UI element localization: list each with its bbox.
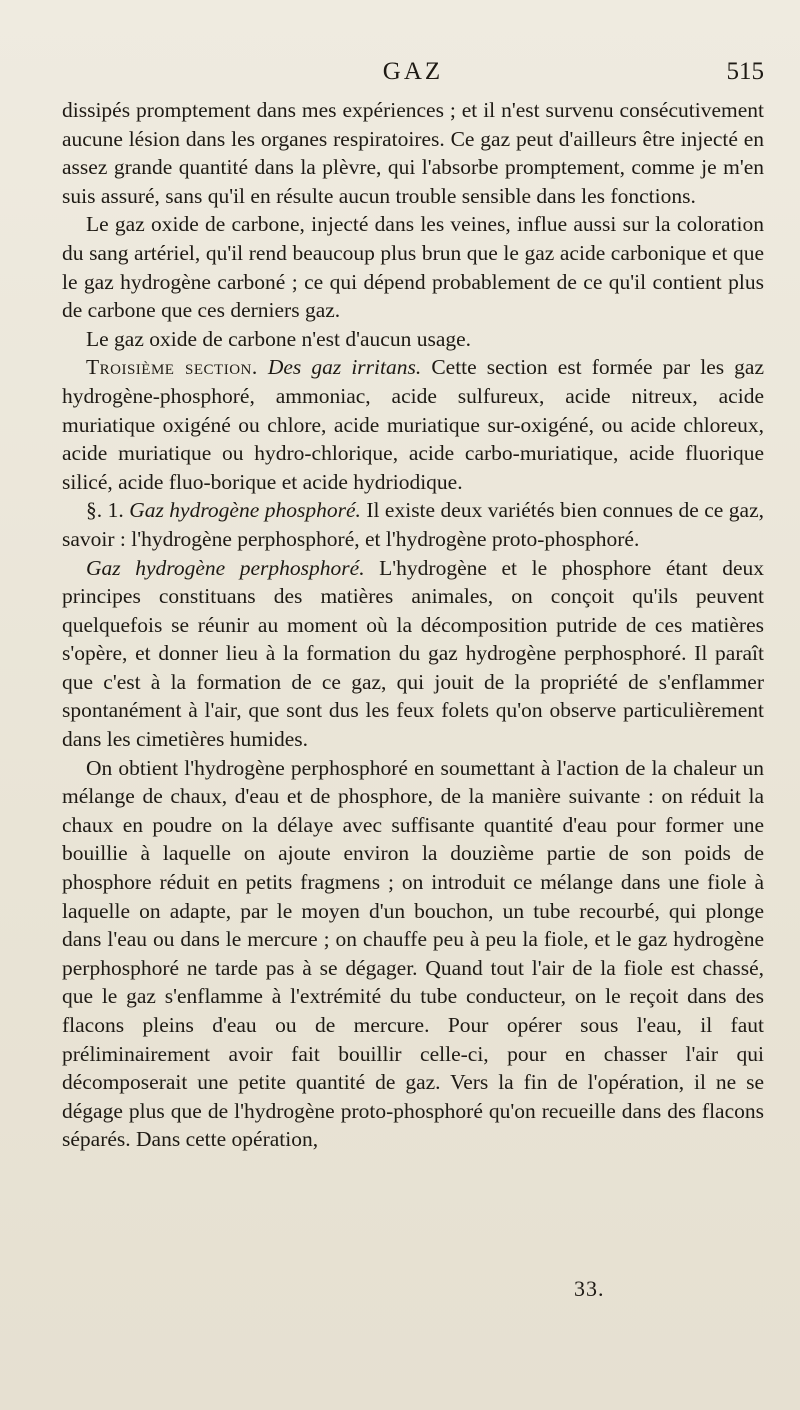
paragraph-perphosphore	[62, 554, 764, 754]
body-text	[62, 96, 764, 1154]
subsection-label: §. 1.	[86, 498, 124, 523]
subsection-title: Gaz hydrogène perphosphoré.	[86, 555, 365, 580]
paragraph-preparation	[62, 754, 764, 1154]
subsection-title: Gaz hydrogène phosphoré.	[129, 498, 361, 523]
paragraph-third-section	[62, 353, 764, 496]
running-head: GAZ	[382, 58, 444, 85]
paragraph-carbon-oxide	[62, 210, 764, 324]
paragraph-text: On obtient l'hydrogène perphosphoré en soumettant à l'action de la chaleur un mélange de chaux, d'eau et de phosphore, de la manière suivante : on réduit la chaux en poudre on la délaye avec suffisante quantité d'eau pour former une bouillie à laquelle on ajoute environ la douzième partie de son poids de phosphore réduit en petits fragmens ; on introduit ce mélange dans une fiole à laquelle on adapte, par le moyen d'un bouchon, un tube recourbé, qui plonge dans l'eau ou dans le mercure ; on chauffe peu à peu la fiole, et le gaz hydrogène perphosphoré ne tarde pas à se dégager. Quand tout l'air de la fiole est chassé, que le gaz s'enflamme à l'extrémité du tube conducteur, on le reçoit dans des flacons pleins d'eau ou de mercure. Pour opérer sous l'eau, il faut préliminairement avoir fait bouillir celle-ci, pour en chasser l'air qui décomposerait une petite quantité de gaz. Vers la fin de l'opération, il ne se dégage plus que de l'hydrogène proto-phosphoré qu'on recueille dans des flacons séparés. Dans cette opération,	[62, 755, 764, 1152]
page-number: 515	[726, 58, 764, 85]
paragraph-hydrogen-phosphore	[62, 496, 764, 553]
section-label: Troisième section.	[86, 355, 258, 380]
paragraph-text: Le gaz oxide de carbone, injecté dans les veines, influe aussi sur la coloration du sang artériel, qu'il rend beaucoup plus brun que le gaz acide carbonique et que le gaz hydrogène carboné ; ce qui dépend probablement de ce qu'il contient plus de carbone que ces derniers gaz.	[62, 212, 764, 323]
paragraph-text: Cette section est formée par les gaz hydrogène-phosphoré, ammoniac, acide sulfureux, acide nitreux, acide muriatique oxigéné ou chlore, acide muriatique sur-oxigéné, ou acide chloreux, acide muriatique ou hydro-chlorique, acide carbo-muriatique, acide fluorique silicé, acide fluo-borique et acide hydriodique.	[62, 355, 765, 494]
section-title: Des gaz irritans.	[267, 355, 422, 380]
paragraph-text: dissipés promptement dans mes expériences ; et il n'est survenu consécutivement aucune lésion dans les organes respiratoires. Ce gaz peut d'ailleurs être injecté en assez grande quantité dans la plèvre, qui l'absorbe promptement, comme je m'en suis assuré, sans qu'il en résulte aucun trouble sensible dans les fonctions.	[62, 98, 764, 208]
paragraph-continued	[62, 96, 764, 210]
paragraph-text: Il existe deux variétés bien connues de ce gaz, savoir : l'hydrogène perphosphoré, et l'hydrogène proto-phosphoré.	[62, 498, 765, 551]
signature-mark: 33.	[574, 1276, 605, 1301]
paragraph-text: L'hydrogène et le phosphore étant deux principes constituans des matières animales, on conçoit qu'ils peuvent quelquefois se réunir au moment où la décomposition putride de ces matières s'opère, et donner lieu à la formation du gaz hydrogène perphosphoré. Il paraît que c'est à la formation de ce gaz, qui jouit de la propriété de s'enflammer spontanément à l'air, que sont dus les feux folets qu'on observe particulièrement dans les cimetières humides.	[62, 555, 765, 752]
page-header	[62, 58, 764, 96]
paragraph-text: Le gaz oxide de carbone n'est d'aucun usage.	[86, 326, 472, 351]
paragraph-usage	[62, 325, 764, 354]
